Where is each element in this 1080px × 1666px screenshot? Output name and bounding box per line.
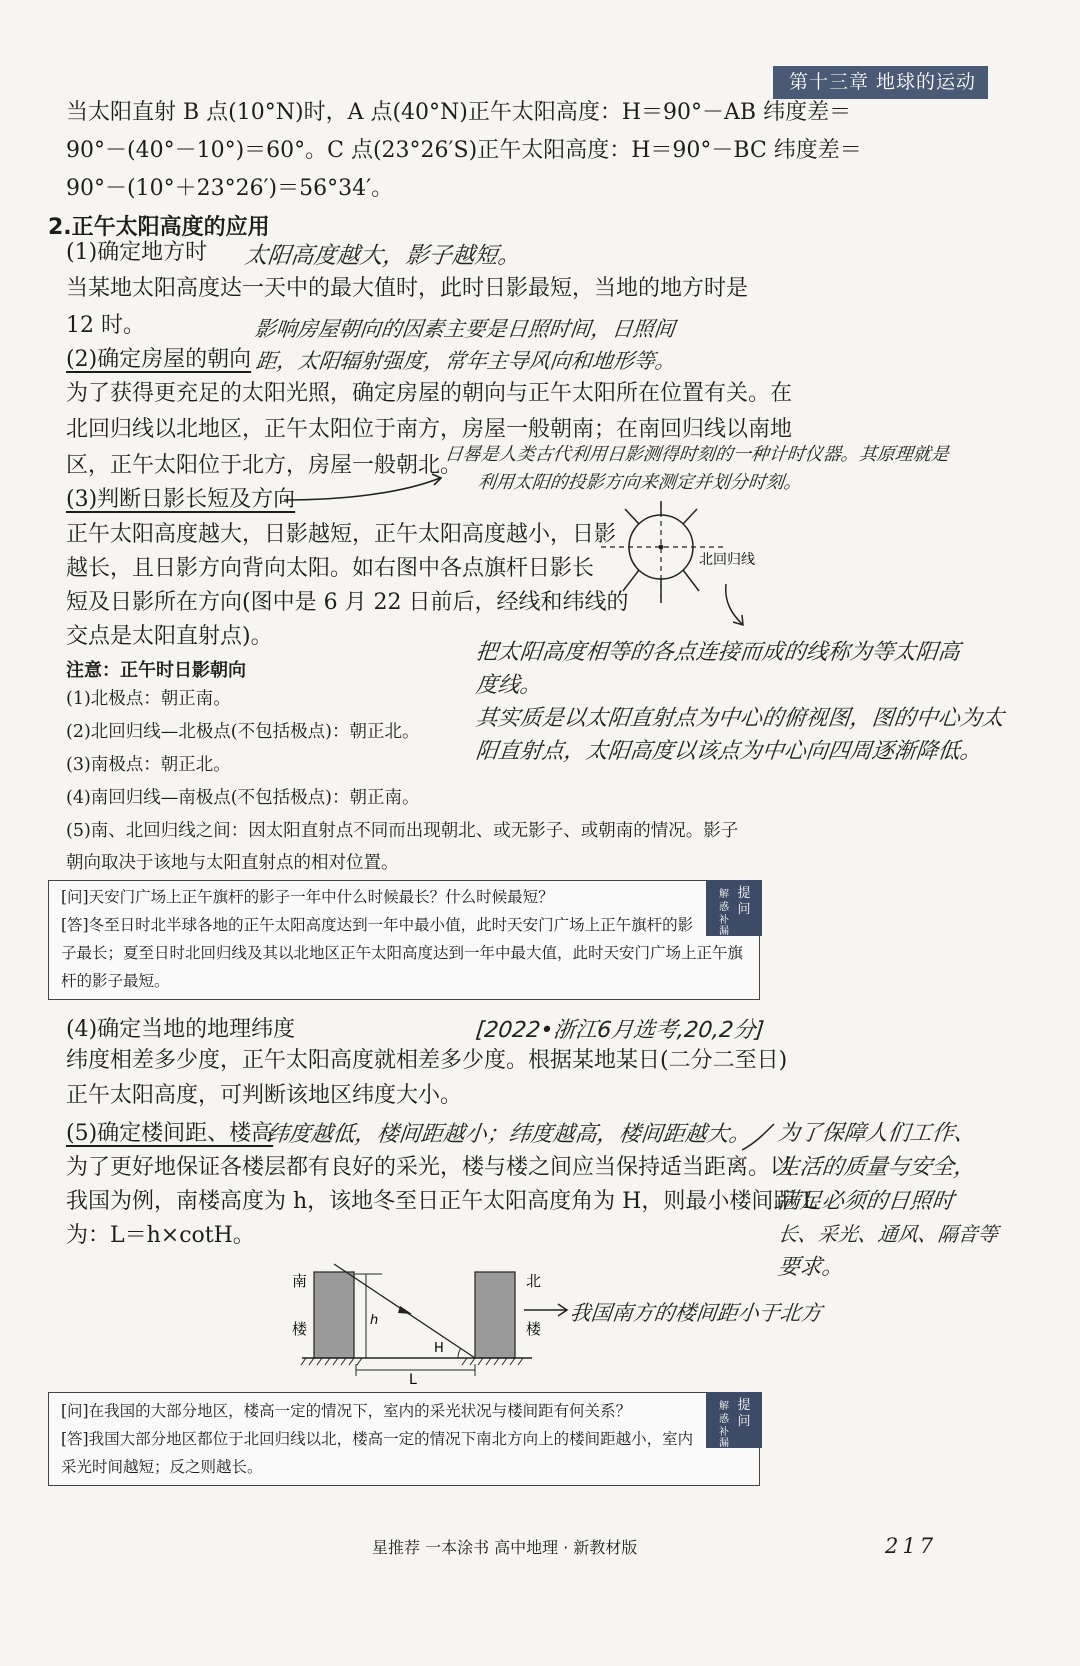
svg-text:解: 解 (719, 889, 729, 900)
body-line: 越长，且日影方向背向太阳。如右图中各点旗杆日影长 (66, 556, 595, 581)
body-line: 北回归线以北地区，正午太阳位于南方，房屋一般朝南；在南回归线以南地 (66, 417, 793, 442)
qa-answer: [答]我国大部分地区都位于北回归线以北，楼高一定的情况下南北方向上的楼间距越小，室内 (61, 1430, 694, 1448)
handwritten-note: 生活的质量与安全， (776, 1155, 978, 1180)
note-item: (3)南极点：朝正北。 (66, 755, 231, 775)
handwritten-note: 距，太阳辐射强度，常年主导风向和地形等。 (254, 349, 678, 373)
svg-text:补: 补 (719, 1427, 729, 1438)
intro-line: 90°－(10°＋23°26′)＝56°34′。 (66, 176, 394, 201)
subsection-title: (5)确定楼间距、楼高 (66, 1121, 274, 1146)
body-line: 纬度相差多少度，正午太阳高度就相差多少度。根据某地某日(二分二至日) (66, 1048, 788, 1073)
south-label: 楼 (292, 1320, 308, 1338)
handwritten-note: 我国南方的楼间距小于北方 (568, 1301, 824, 1325)
qa-box (48, 1392, 760, 1486)
qa-answer: 杆的影子最短。 (61, 972, 170, 990)
qa-box (48, 880, 760, 1000)
qa-badge-icon (706, 1392, 762, 1448)
note-title: 注意：正午时日影朝向 (66, 660, 246, 681)
exam-reference: [2022•浙江6月选考,20,2分] (474, 1018, 766, 1043)
north-label: 北 (526, 1272, 542, 1290)
note-item: (1)北极点：朝正南。 (66, 689, 231, 709)
svg-text:漏: 漏 (719, 1438, 729, 1448)
body-line: 短及日影所在方向(图中是 6 月 22 日前后，经线和纬线的 (66, 590, 629, 615)
tropic-label: 北回归线 (699, 552, 755, 568)
body-line: 我国为例，南楼高度为 h，该地冬至日正午太阳高度角为 H，则最小楼间距 L (66, 1189, 817, 1214)
subsection-title: (4)确定当地的地理纬度 (66, 1017, 296, 1042)
svg-text:解: 解 (719, 1401, 729, 1412)
footer-text: 星推荐 一本涂书 高中地理 · 新教材版 (372, 1538, 638, 1557)
note-item: 朝向取决于该地与太阳直射点的相对位置。 (66, 853, 399, 873)
distance-label: L (409, 1372, 417, 1388)
handwritten-note: 长、采光、通风、隔音等 (776, 1222, 1000, 1246)
shadow-direction-figure (595, 495, 795, 645)
pointer-arrow (280, 470, 450, 510)
section-title: 2.正午太阳高度的应用 (48, 215, 270, 240)
handwritten-note: 满足必须的日照时 (776, 1189, 956, 1214)
body-line: 为了获得更充足的太阳光照，确定房屋的朝向与正午太阳所在位置有关。在 (66, 381, 793, 406)
body-line: 正午太阳高度，可判断该地区纬度大小。 (66, 1083, 463, 1108)
handwritten-note: 利用太阳的投影方向来测定并划分时刻。 (476, 472, 803, 493)
qa-question: [问]在我国的大部分地区，楼高一定的情况下，室内的采光状况与楼间距有何关系？ (61, 1402, 632, 1420)
svg-text:提: 提 (737, 886, 751, 901)
building-spacing-figure (282, 1262, 562, 1392)
svg-text:提: 提 (737, 1398, 751, 1413)
svg-text:惑: 惑 (719, 902, 729, 913)
body-line: 区，正午太阳位于北方，房屋一般朝北。 (66, 453, 463, 478)
body-line: 为了更好地保证各楼层都有良好的采光，楼与楼之间应当保持适当距离。以 (66, 1155, 793, 1180)
intro-line: 当太阳直射 B 点(10°N)时，A 点(40°N)正午太阳高度：H＝90°－AB 纬度差＝ (66, 100, 852, 125)
qa-answer: 子最长；夏至日时北回归线及其以北地区正午太阳高度达到一年中最大值，此时天安门广场上正午旗 (61, 944, 744, 962)
chapter-tab: 第十三章 地球的运动 (773, 66, 988, 99)
handwritten-note: 影响房屋朝向的因素主要是日照时间，日照间 (253, 317, 677, 341)
body-line: 为：L＝h×cotH。 (66, 1223, 255, 1248)
handwritten-note: 为了保障人们工作、 (776, 1121, 978, 1146)
subsection-title: (3)判断日影长短及方向 (66, 487, 296, 512)
body-line: 当某地太阳高度达一天中的最大值时，此时日影最短，当地的地方时是 (66, 276, 749, 301)
south-label: 南 (292, 1272, 308, 1290)
handwritten-note: 其实质是以太阳直射点为中心的俯视图，图的中心为太 (474, 706, 1006, 731)
pointer-arrow (720, 582, 760, 632)
qa-question: [问]天安门广场上正午旗杆的影子一年中什么时候最长？什么时候最短？ (61, 888, 554, 906)
page-number: 217 (885, 1534, 938, 1558)
note-item: (2)北回归线—北极点(不包括极点)：朝正北。 (66, 722, 420, 742)
body-line: 交点是太阳直射点)。 (66, 624, 273, 649)
handwritten-note: 纬度越低，楼间距越小；纬度越高，楼间距越大。 (265, 1122, 753, 1147)
svg-text:惑: 惑 (719, 1414, 729, 1425)
body-line: 12 时。 (66, 313, 145, 338)
subsection-title: (2)确定房屋的朝向 (66, 347, 252, 372)
intro-line: 90°－(40°－10°)＝60°。C 点(23°26′S)正午太阳高度：H＝90°－BC 纬度差＝ (66, 138, 862, 163)
note-item: (4)南回归线—南极点(不包括极点)：朝正南。 (66, 788, 420, 808)
qa-answer: [答]冬至日时北半球各地的正午太阳高度达到一年中最小值，此时天安门广场上正午旗杆的影 (61, 916, 694, 934)
handwritten-note: 度线。 (474, 673, 544, 698)
handwritten-note: 要求。 (776, 1255, 846, 1280)
qa-badge-icon (706, 880, 762, 936)
svg-text:补: 补 (719, 915, 729, 926)
pointer-arrow (522, 1300, 572, 1320)
angle-label: H (434, 1341, 444, 1356)
handwritten-note: 太阳高度越大，影子越短。 (243, 243, 523, 269)
qa-answer: 采光时间越短；反之则越长。 (61, 1458, 263, 1476)
svg-text:漏: 漏 (719, 926, 729, 936)
pointer-arrow (740, 1118, 780, 1154)
height-label: h (370, 1313, 379, 1328)
handwritten-note: 日晷是人类古代利用日影测得时刻的一种计时仪器。其原理就是 (443, 444, 950, 465)
body-line: 正午太阳高度越大，日影越短，正午太阳高度越小，日影 (66, 522, 617, 547)
handwritten-note: 阳直射点，太阳高度以该点为中心向四周逐渐降低。 (474, 739, 984, 764)
note-item: (5)南、北回归线之间：因太阳直射点不同而出现朝北、或无影子、或朝南的情况。影子 (66, 821, 739, 841)
north-label: 楼 (526, 1320, 542, 1338)
handwritten-note: 把太阳高度相等的各点连接而成的线称为等太阳高 (474, 640, 962, 665)
svg-text:问: 问 (737, 902, 751, 917)
subsection-title: (1)确定地方时 (66, 240, 208, 265)
svg-text:问: 问 (737, 1414, 751, 1429)
